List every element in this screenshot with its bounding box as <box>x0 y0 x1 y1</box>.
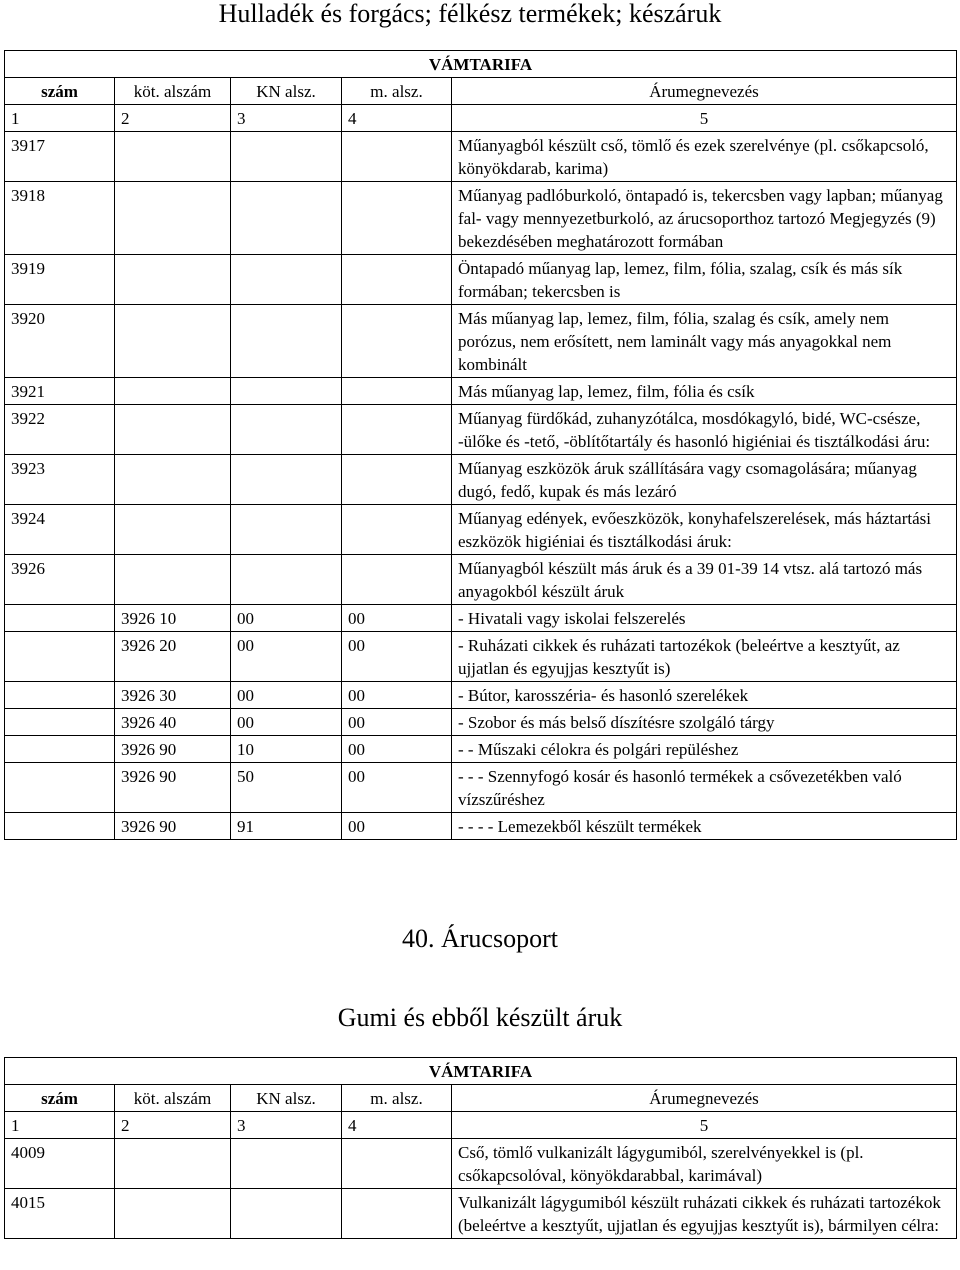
goods-description: Műanyag edények, evőeszközök, konyhafelszerelések, más háztartási eszközök higiéniai és tisztálkodási áruk: <box>452 505 957 555</box>
sub-heading-code: 3926 40 <box>115 709 231 736</box>
kn-subheading <box>231 555 342 605</box>
sub-heading-code <box>115 305 231 378</box>
table-caption-row <box>5 1058 957 1085</box>
table-row <box>5 305 957 378</box>
goods-description: Műanyag eszközök áruk szállítására vagy csomagolására; műanyag dugó, fedő, kupak és más lezáró <box>452 455 957 505</box>
goods-description: - - - - Lemezekből készült termékek <box>452 813 957 840</box>
column-header-m-alsz: m. alsz. <box>342 1085 452 1112</box>
column-header-arumegnevezes: Árumegnevezés <box>452 78 957 105</box>
national-subheading <box>342 255 452 305</box>
sub-heading-code <box>115 1189 231 1239</box>
national-subheading <box>342 1189 452 1239</box>
national-subheading: 00 <box>342 709 452 736</box>
goods-description: Műanyagból készült más áruk és a 39 01-39 14 vtsz. alá tartozó más anyagokból készült áruk <box>452 555 957 605</box>
heading-number <box>5 682 115 709</box>
national-subheading <box>342 505 452 555</box>
goods-description: Műanyag fürdőkád, zuhanyzótálca, mosdókagyló, bidé, WC-csésze, -ülőke és -tető, -öblítőtartály és hasonló higiéniai és tisztálkodási áru: <box>452 405 957 455</box>
heading-number: 3924 <box>5 505 115 555</box>
kn-subheading <box>231 455 342 505</box>
column-number-row <box>5 105 957 132</box>
goods-description: Más műanyag lap, lemez, film, fólia és csík <box>452 378 957 405</box>
table-row <box>5 405 957 455</box>
page-title: Hulladék és forgács; félkész termékek; készáruk <box>218 0 722 28</box>
sub-heading-code <box>115 555 231 605</box>
column-number: 1 <box>5 1112 115 1139</box>
kn-subheading: 00 <box>231 709 342 736</box>
sub-heading-code <box>115 455 231 505</box>
table-caption-row <box>5 51 957 78</box>
goods-description: Más műanyag lap, lemez, film, fólia, szalag és csík, amely nem porózus, nem erősített, nem laminált vagy más anyagokkal nem kombinált <box>452 305 957 378</box>
column-number: 4 <box>342 1112 452 1139</box>
sub-heading-code: 3926 30 <box>115 682 231 709</box>
column-header-m-alsz: m. alsz. <box>342 78 452 105</box>
kn-subheading: 91 <box>231 813 342 840</box>
national-subheading: 00 <box>342 632 452 682</box>
table-row <box>5 505 957 555</box>
heading-number: 3919 <box>5 255 115 305</box>
sub-heading-code <box>115 405 231 455</box>
column-number-row <box>5 1112 957 1139</box>
section-title-heading: Gumi és ebből készült áruk <box>337 1003 623 1032</box>
kn-subheading <box>231 1189 342 1239</box>
heading-number: 3921 <box>5 378 115 405</box>
goods-description: - - Műszaki célokra és polgári repüléshez <box>452 736 957 763</box>
sub-heading-code: 3926 90 <box>115 763 231 813</box>
column-header-arumegnevezes: Árumegnevezés <box>452 1085 957 1112</box>
goods-description: - Hivatali vagy iskolai felszerelés <box>452 605 957 632</box>
sub-heading-code <box>115 255 231 305</box>
sub-heading-code <box>115 182 231 255</box>
sub-heading-code: 3926 90 <box>115 813 231 840</box>
national-subheading: 00 <box>342 736 452 763</box>
table-row <box>5 455 957 505</box>
tariff-table-body-39 <box>5 51 957 840</box>
heading-number: 3926 <box>5 555 115 605</box>
table-row <box>5 182 957 255</box>
national-subheading <box>342 405 452 455</box>
goods-description: - Bútor, karosszéria- és hasonló szerelékek <box>452 682 957 709</box>
table-row <box>5 1189 957 1239</box>
national-subheading <box>342 455 452 505</box>
kn-subheading <box>231 255 342 305</box>
tariff-table-chapter-39 <box>4 50 957 840</box>
heading-number: 4015 <box>5 1189 115 1239</box>
national-subheading: 00 <box>342 605 452 632</box>
kn-subheading <box>231 182 342 255</box>
column-header-row <box>5 1085 957 1112</box>
goods-description: - Ruházati cikkek és ruházati tartozékok (beleértve a kesztyűt, az ujjatlan és egyujjas kesztyűt is) <box>452 632 957 682</box>
sub-heading-code <box>115 505 231 555</box>
goods-description: - Szobor és más belső díszítésre szolgáló tárgy <box>452 709 957 736</box>
sub-heading-code: 3926 20 <box>115 632 231 682</box>
kn-subheading <box>231 305 342 378</box>
table-row <box>5 813 957 840</box>
goods-description: Műanyag padlóburkoló, öntapadó is, tekercsben vagy lapban; műanyag fal- vagy mennyezetburkoló, az árucsoporthoz tartozó Megjegyzés (9) bekezdésében meghatározott formában <box>452 182 957 255</box>
kn-subheading: 10 <box>231 736 342 763</box>
tariff-table-body-40 <box>5 1058 957 1239</box>
sub-heading-code <box>115 132 231 182</box>
column-header-row <box>5 78 957 105</box>
heading-number: 4009 <box>5 1139 115 1189</box>
table-row <box>5 682 957 709</box>
heading-number <box>5 736 115 763</box>
heading-number: 3922 <box>5 405 115 455</box>
national-subheading: 00 <box>342 763 452 813</box>
kn-subheading <box>231 378 342 405</box>
column-header-kot-alszam: köt. alszám <box>115 1085 231 1112</box>
kn-subheading: 00 <box>231 682 342 709</box>
column-number: 1 <box>5 105 115 132</box>
national-subheading <box>342 1139 452 1189</box>
sub-heading-code: 3926 90 <box>115 736 231 763</box>
table-row <box>5 255 957 305</box>
column-number: 2 <box>115 1112 231 1139</box>
national-subheading: 00 <box>342 813 452 840</box>
goods-description: Műanyagból készült cső, tömlő és ezek szerelvénye (pl. csőkapcsoló, könyökdarab, karima) <box>452 132 957 182</box>
column-number: 3 <box>231 1112 342 1139</box>
section-number-heading: 40. Árucsoport <box>402 924 558 953</box>
heading-number <box>5 813 115 840</box>
heading-number <box>5 605 115 632</box>
national-subheading <box>342 555 452 605</box>
kn-subheading: 50 <box>231 763 342 813</box>
heading-number: 3917 <box>5 132 115 182</box>
tariff-table-chapter-40 <box>4 1057 957 1239</box>
goods-description: Öntapadó műanyag lap, lemez, film, fólia, szalag, csík és más sík formában; tekercsben is <box>452 255 957 305</box>
goods-description: - - - Szennyfogó kosár és hasonló termékek a csővezetékben való vízszűréshez <box>452 763 957 813</box>
column-header-szam: szám <box>5 78 115 105</box>
heading-number: 3923 <box>5 455 115 505</box>
kn-subheading <box>231 505 342 555</box>
table-row <box>5 555 957 605</box>
table-row <box>5 709 957 736</box>
goods-description: Vulkanizált lágygumiból készült ruházati cikkek és ruházati tartozékok (beleértve a kesztyűt, ujjatlan és egyujjas kesztyűt is), bármilyen célra: <box>452 1189 957 1239</box>
national-subheading: 00 <box>342 682 452 709</box>
column-number: 5 <box>452 105 957 132</box>
table-row <box>5 132 957 182</box>
table-row <box>5 736 957 763</box>
kn-subheading <box>231 1139 342 1189</box>
column-header-szam: szám <box>5 1085 115 1112</box>
column-header-kot-alszam: köt. alszám <box>115 78 231 105</box>
sub-heading-code: 3926 10 <box>115 605 231 632</box>
column-number: 3 <box>231 105 342 132</box>
kn-subheading: 00 <box>231 605 342 632</box>
column-number: 2 <box>115 105 231 132</box>
national-subheading <box>342 378 452 405</box>
national-subheading <box>342 182 452 255</box>
column-header-kn-alsz: KN alsz. <box>231 1085 342 1112</box>
kn-subheading <box>231 132 342 182</box>
heading-number: 3918 <box>5 182 115 255</box>
column-header-kn-alsz: KN alsz. <box>231 78 342 105</box>
kn-subheading <box>231 405 342 455</box>
kn-subheading: 00 <box>231 632 342 682</box>
table-caption: VÁMTARIFA <box>5 51 957 78</box>
heading-number <box>5 709 115 736</box>
heading-number <box>5 763 115 813</box>
heading-number <box>5 632 115 682</box>
sub-heading-code <box>115 378 231 405</box>
column-number: 4 <box>342 105 452 132</box>
table-row <box>5 605 957 632</box>
table-row <box>5 1139 957 1189</box>
national-subheading <box>342 305 452 378</box>
sub-heading-code <box>115 1139 231 1189</box>
table-row <box>5 378 957 405</box>
heading-number: 3920 <box>5 305 115 378</box>
table-row <box>5 632 957 682</box>
table-caption: VÁMTARIFA <box>5 1058 957 1085</box>
column-number: 5 <box>452 1112 957 1139</box>
table-row <box>5 763 957 813</box>
goods-description: Cső, tömlő vulkanizált lágygumiból, szerelvényekkel is (pl. csőkapcsolóval, könyökdarabbal, karimával) <box>452 1139 957 1189</box>
national-subheading <box>342 132 452 182</box>
